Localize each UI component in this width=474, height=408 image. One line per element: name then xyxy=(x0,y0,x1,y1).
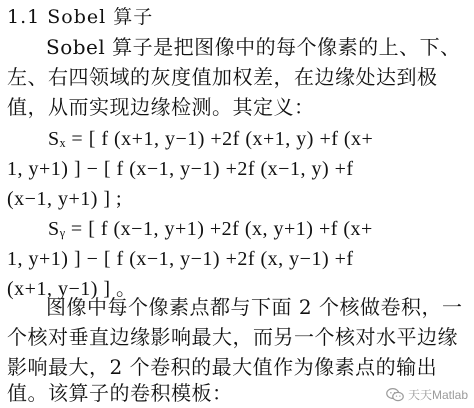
formula-sx-line-3: (x−1, y+1) ] ; xyxy=(7,188,123,210)
formula-sy-line-2: 1, y+1) ] − [ f (x−1, y−1) +2f (x, y−1) +f xyxy=(7,248,354,270)
paragraph2-line-3: 影响最大，2 个卷积的最大值作为像素点的输出 xyxy=(7,355,438,379)
paragraph1-line-1: Sobel 算子是把图像中的每个像素的上、下、 xyxy=(46,35,461,59)
formula-sx-line-2: 1, y+1) ] − [ f (x−1, y−1) +2f (x−1, y) +f xyxy=(7,158,354,180)
watermark xyxy=(386,386,468,403)
formula-sy-line-1: Sᵧ = [ f (x−1, y+1) +2f (x, y+1) +f (x+ xyxy=(48,218,373,240)
section-heading: 1.1 Sobel 算子 xyxy=(7,6,154,28)
watermark-text: 天天Matlab xyxy=(407,388,468,402)
paragraph2-line-4: 值。该算子的卷积模板： xyxy=(7,381,233,405)
formula-sx-line-1: Sₓ = [ f (x+1, y−1) +2f (x+1, y) +f (x+ xyxy=(48,128,374,150)
paragraph1-line-3: 值，从而实现边缘检测。其定义： xyxy=(7,95,315,119)
paragraph2-line-2: 个核对垂直边缘影响最大，而另一个核对水平边缘 xyxy=(7,325,458,349)
wechat-icon xyxy=(386,387,404,403)
formula-sy-line-3: (x+1, y−1) ] 。 xyxy=(7,278,137,300)
paragraph2-line-1: 图像中每个像素点都与下面 2 个核做卷积，一 xyxy=(46,295,463,319)
paragraph1-line-2: 左、右四领域的灰度值加权差，在边缘处达到极 xyxy=(7,65,438,89)
